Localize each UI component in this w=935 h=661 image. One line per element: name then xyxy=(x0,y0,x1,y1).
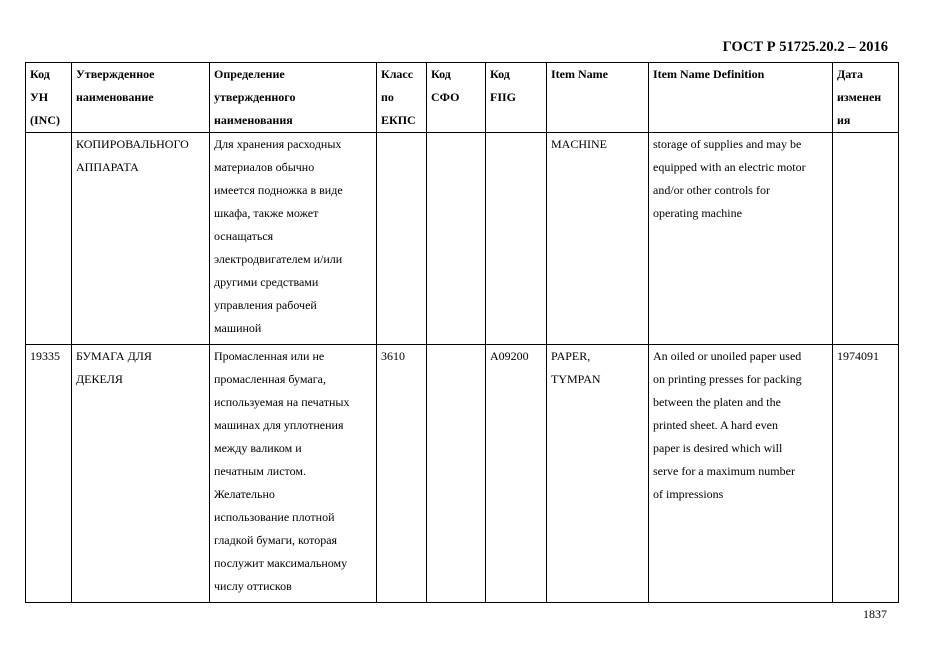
cell-definition: Промасленная или не промасленная бумага, используемая на печатных машинах для уплотнения между валиком и печатным листом. Желательно использование плотной гладкой бумаги, которая послужит максимальному числу оттисков xyxy=(210,345,377,603)
catalog-table xyxy=(25,62,899,603)
cell-fiig-code: A09200 xyxy=(486,345,547,603)
cell-sfo-code xyxy=(427,133,486,345)
column-header-change-date: Дата изменен ия xyxy=(833,63,899,133)
cell-item-name: MACHINE xyxy=(547,133,649,345)
column-header-inc: Код УН (INC) xyxy=(26,63,72,133)
cell-ekps-class: 3610 xyxy=(377,345,427,603)
column-header-item-name: Item Name xyxy=(547,63,649,133)
cell-definition: Для хранения расходных материалов обычно имеется подножка в виде шкафа, также может оснащаться электродвигателем и/или другими средствами управления рабочей машиной xyxy=(210,133,377,345)
column-header-definition: Определение утвержденного наименования xyxy=(210,63,377,133)
cell-inc: 19335 xyxy=(26,345,72,603)
cell-ekps-class xyxy=(377,133,427,345)
table-row xyxy=(26,133,899,345)
cell-sfo-code xyxy=(427,345,486,603)
cell-item-name-definition: An oiled or unoiled paper used on printing presses for packing between the platen and the printed sheet. A hard even paper is desired which will serve for a maximum number of impressions xyxy=(649,345,833,603)
cell-change-date xyxy=(833,133,899,345)
cell-item-name: PAPER, TYMPAN xyxy=(547,345,649,603)
cell-approved-name: БУМАГА ДЛЯ ДЕКЕЛЯ xyxy=(72,345,210,603)
cell-change-date: 1974091 xyxy=(833,345,899,603)
cell-approved-name: КОПИРОВАЛЬНОГО АППАРАТА xyxy=(72,133,210,345)
column-header-item-name-definition: Item Name Definition xyxy=(649,63,833,133)
column-header-fiig-code: Код FIIG xyxy=(486,63,547,133)
cell-fiig-code xyxy=(486,133,547,345)
column-header-approved-name: Утвержденное наименование xyxy=(72,63,210,133)
table-row xyxy=(26,345,899,603)
column-header-ekps-class: Класс по ЕКПС xyxy=(377,63,427,133)
table-header-row xyxy=(26,63,899,133)
column-header-sfo-code: Код СФО xyxy=(427,63,486,133)
cell-inc xyxy=(26,133,72,345)
document-title: ГОСТ Р 51725.20.2 – 2016 xyxy=(722,39,888,55)
cell-item-name-definition: storage of supplies and may be equipped with an electric motor and/or other controls for operating machine xyxy=(649,133,833,345)
page-number: 1837 xyxy=(863,607,887,621)
